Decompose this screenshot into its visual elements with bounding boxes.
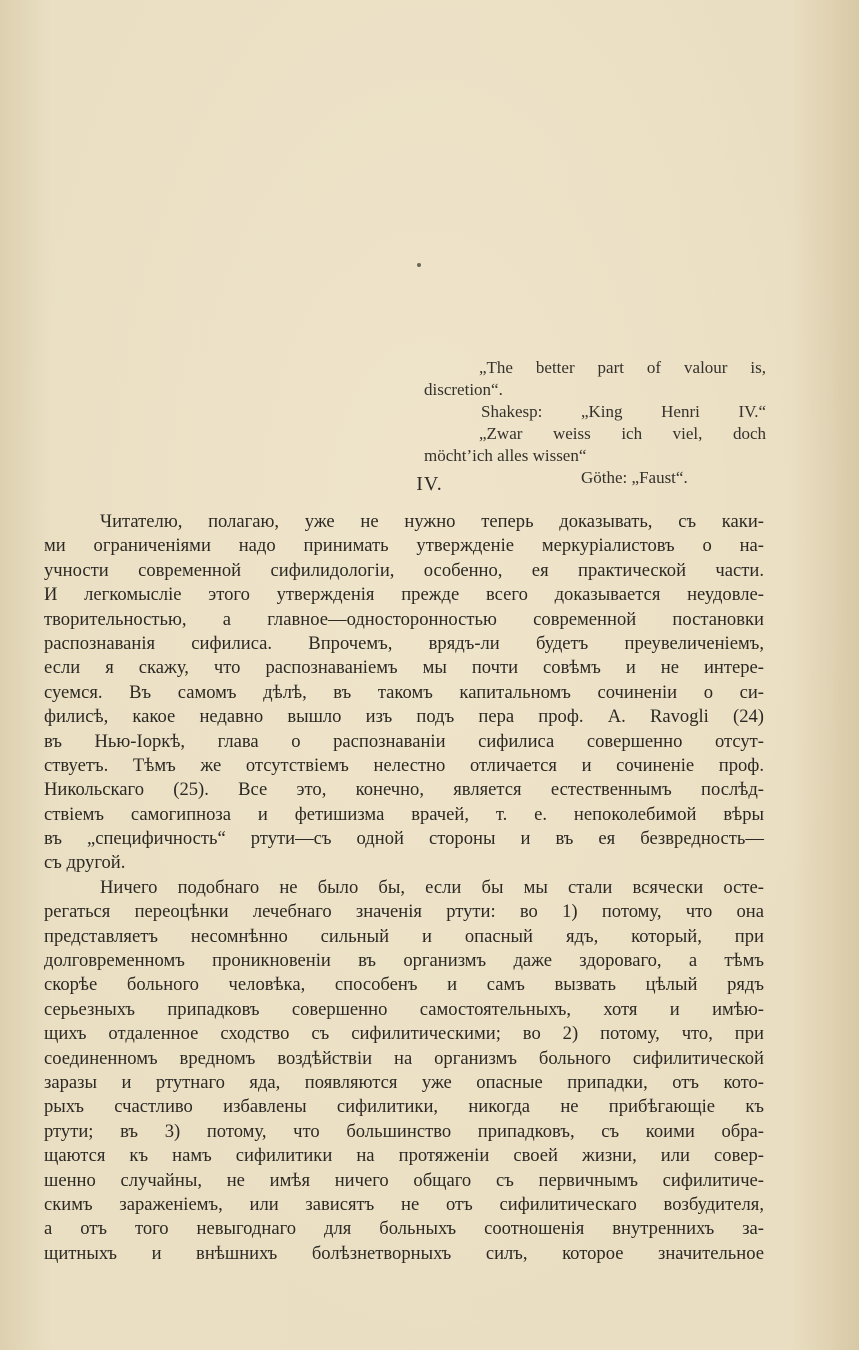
text-line: распознаванія сифилиса. Впрочемъ, врядъ-ли будетъ преувеличеніемъ, bbox=[44, 632, 764, 654]
text-line: съ другой. bbox=[44, 852, 126, 874]
text-line: рыхъ счастливо избавлены сифилитики, никогда не прибѣгающіе къ bbox=[44, 1096, 764, 1118]
epigraph-attribution: Göthe: „Faust“. bbox=[581, 468, 688, 487]
text-line: суемся. Въ самомъ дѣлѣ, въ такомъ капитальномъ сочиненіи о си- bbox=[44, 681, 764, 703]
text-line: въ Нью-Іоркѣ, глава о распознаваніи сифилиса совершенно отсут- bbox=[44, 730, 764, 752]
text-line: ми ограниченіями надо принимать утвержденіе меркуріалистовъ о на- bbox=[44, 535, 764, 557]
text-line: если я скажу, что распознаваніемъ мы почти совѣмъ и не интере- bbox=[44, 657, 764, 679]
epigraph bbox=[424, 357, 766, 489]
section-number: IV. bbox=[416, 473, 443, 495]
epigraph-attribution: Shakesp: „King Henri IV.“ bbox=[481, 402, 766, 421]
epigraph-line: möcht’ich alles wissen“ bbox=[424, 446, 587, 465]
ink-speck bbox=[417, 263, 421, 267]
text-line: шенно случайны, не имѣя ничего общаго съ первичнымъ сифилитиче- bbox=[44, 1169, 764, 1191]
text-line: скимъ зараженіемъ, или зависятъ не отъ сифилитическаго возбудителя, bbox=[44, 1193, 764, 1215]
text-line: долговременномъ проникновеніи въ организмъ даже здороваго, а тѣмъ bbox=[44, 950, 764, 972]
text-line: соединенномъ вредномъ воздѣйствіи на организмъ больного сифилитической bbox=[44, 1047, 764, 1069]
body-text bbox=[44, 510, 764, 1266]
text-line: учности современной сифилидологіи, особенно, ея практической части. bbox=[44, 559, 764, 581]
epigraph-line: discretion“. bbox=[424, 380, 503, 399]
text-line: Никольскаго (25). Все это, конечно, является естественнымъ послѣд- bbox=[44, 779, 764, 801]
text-line: регаться переоцѣнки лечебнаго значенія ртути: во 1) потому, что она bbox=[44, 901, 764, 923]
text-line: а отъ того невыгоднаго для больныхъ соотношенія внутреннихъ за- bbox=[44, 1218, 764, 1240]
text-line: Читателю, полагаю, уже не нужно теперь доказывать, съ каки- bbox=[100, 511, 764, 532]
text-line: представляетъ несомнѣнно сильный и опасный ядъ, который, при bbox=[44, 925, 764, 947]
text-line: ствіемъ самогипноза и фетишизма врачей, т. е. непоколебимой вѣры bbox=[44, 803, 764, 825]
text-line: Ничего подобнаго не было бы, если бы мы стали всячески осте- bbox=[100, 876, 764, 898]
epigraph-line: „Zwar weiss ich viel, doch bbox=[479, 424, 766, 443]
text-line: щаются къ намъ сифилитики на протяженіи своей жизни, или совер- bbox=[44, 1145, 764, 1167]
text-line: ствуетъ. Тѣмъ же отсутствіемъ нелестно отличается и сочиненіе проф. bbox=[44, 754, 764, 776]
text-line: филисѣ, какое недавно вышло изъ подъ пера проф. А. Ravogli (24) bbox=[44, 706, 764, 728]
text-line: въ „специфичность“ ртути—съ одной стороны и въ ея безвредность— bbox=[44, 828, 764, 850]
text-line: скорѣе больного человѣка, способенъ и самъ вызвать цѣлый рядъ bbox=[44, 974, 764, 996]
text-line: щихъ отдаленное сходство съ сифилитическими; во 2) потому, что, при bbox=[44, 1023, 764, 1045]
epigraph-line: „The better part of valour is, bbox=[479, 358, 766, 377]
text-line: серьезныхъ припадковъ совершенно самостоятельныхъ, хотя и имѣю- bbox=[44, 998, 764, 1020]
text-line: заразы и ртутнаго яда, появляются уже опасные припадки, отъ кото- bbox=[44, 1071, 764, 1093]
text-line: И легкомысліе этого утвержденія прежде всего доказывается неудовле- bbox=[44, 584, 764, 606]
text-line: щитныхъ и внѣшнихъ болѣзнетворныхъ силъ, которое значительное bbox=[44, 1242, 764, 1264]
text-line: ртути; въ 3) потому, что большинство припадковъ, съ коими обра- bbox=[44, 1120, 764, 1142]
text-line: творительностью, а главное—односторонностью современной постановки bbox=[44, 608, 764, 630]
